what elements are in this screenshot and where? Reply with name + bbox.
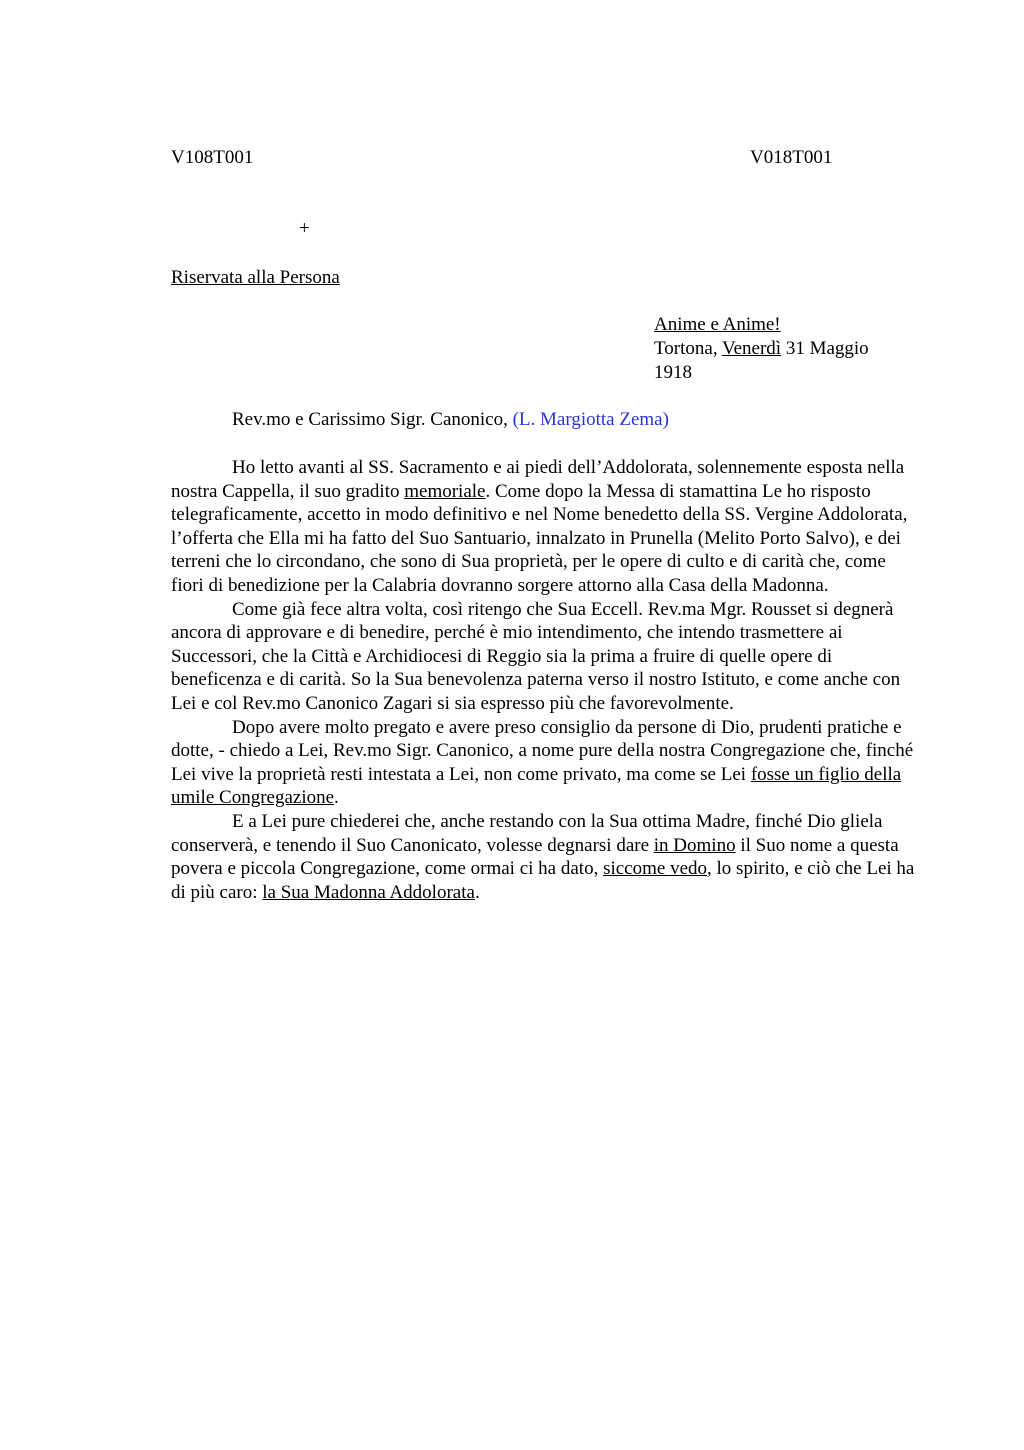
salutation [232,408,669,432]
paragraph-2 [171,598,923,716]
paragraph-text: E a Lei pure chiederei che, anche restando con la Sua ottima Madre, finché Dio gliela conserverà, e tenendo il Suo Canonicato, volesse degnarsi dare [171,810,883,856]
reserved-notice: Riservata alla Persona [171,267,340,288]
paragraph-text: Come già fece altra volta, così ritengo che Sua Eccell. Rev.ma Mgr. Rousset si degnerà ancora di approvare e di benedire, perché è mio intendimento, che intendo trasmettere ai Successori, che la Città e Archidiocesi di Reggio sia la prima a fruire di quelle opere di beneficenza e di carità. So la Sua benevolenza paterna verso il nostro Istituto, e come anche con Lei e col Rev.mo Canonico Zagari si sia espresso più che favorevolmente. [171,598,901,714]
letter-body [171,456,923,904]
document-code-right: V018T001 [750,147,833,168]
cross-symbol: + [299,218,310,239]
paragraph-text: . Come dopo la Messa di stamattina Le ho risposto telegraficamente, accetto in modo definitivo e nel Nome benedetto della SS. Vergine Addolorata, l’offerta che Ella mi ha fatto del Suo Santuario, innalzato in Prunella (Melito Porto Salvo), e dei terreni che lo circondano, che sono di Sua proprietà, per le opere di culto e di carità che, come fiori di benedizione per la Calabria dovranno sorgere attorno alla Casa della Madonna. [171,480,908,596]
year: 1918 [654,362,692,383]
paragraph-1 [171,456,923,598]
date: 31 Maggio [781,338,869,359]
document-code-left: V108T001 [171,147,254,168]
paragraph-4 [171,810,923,904]
paragraph-text: Ho letto avanti al SS. Sacramento e ai piedi dell’Addolorata, solennemente esposta nella nostra Cappella, il suo gradito [171,457,905,502]
underlined-text: in Domino [653,834,736,856]
date-block [654,313,914,385]
underlined-text: siccome vedo [603,858,708,880]
place-date-line [654,337,914,361]
paragraph-text: il Suo nome a questa povera e piccola Congregazione, come ormai ci ha dato, [171,834,899,880]
underlined-text: fosse un figlio della umile Congregazione [171,763,902,809]
salutation-text: Rev.mo e Carissimo Sigr. Canonico, [232,409,513,430]
paragraph-3 [171,716,923,810]
paragraph-text: , lo spirito, e ciò che Lei ha di più caro: [171,858,915,903]
paragraph-text: . [334,787,339,809]
place: Tortona, [654,338,722,359]
underlined-text: la Sua Madonna Addolorata [262,881,475,903]
weekday: Venerdì [721,338,782,359]
paragraph-text: . [474,881,480,903]
paragraph-text: Dopo avere molto pregato e avere preso consiglio da persone di Dio, prudenti pratiche e dotte, - chiedo a Lei, Rev.mo Sigr. Canonico, a nome pure della nostra Congregazione che, finché Lei vive la proprietà resti intestata a Lei, non come privato, ma come se Lei [171,716,914,785]
underlined-text: memoriale [404,480,486,502]
editor-note: (L. Margiotta Zema) [512,409,669,430]
motto: Anime e Anime! [654,314,781,335]
